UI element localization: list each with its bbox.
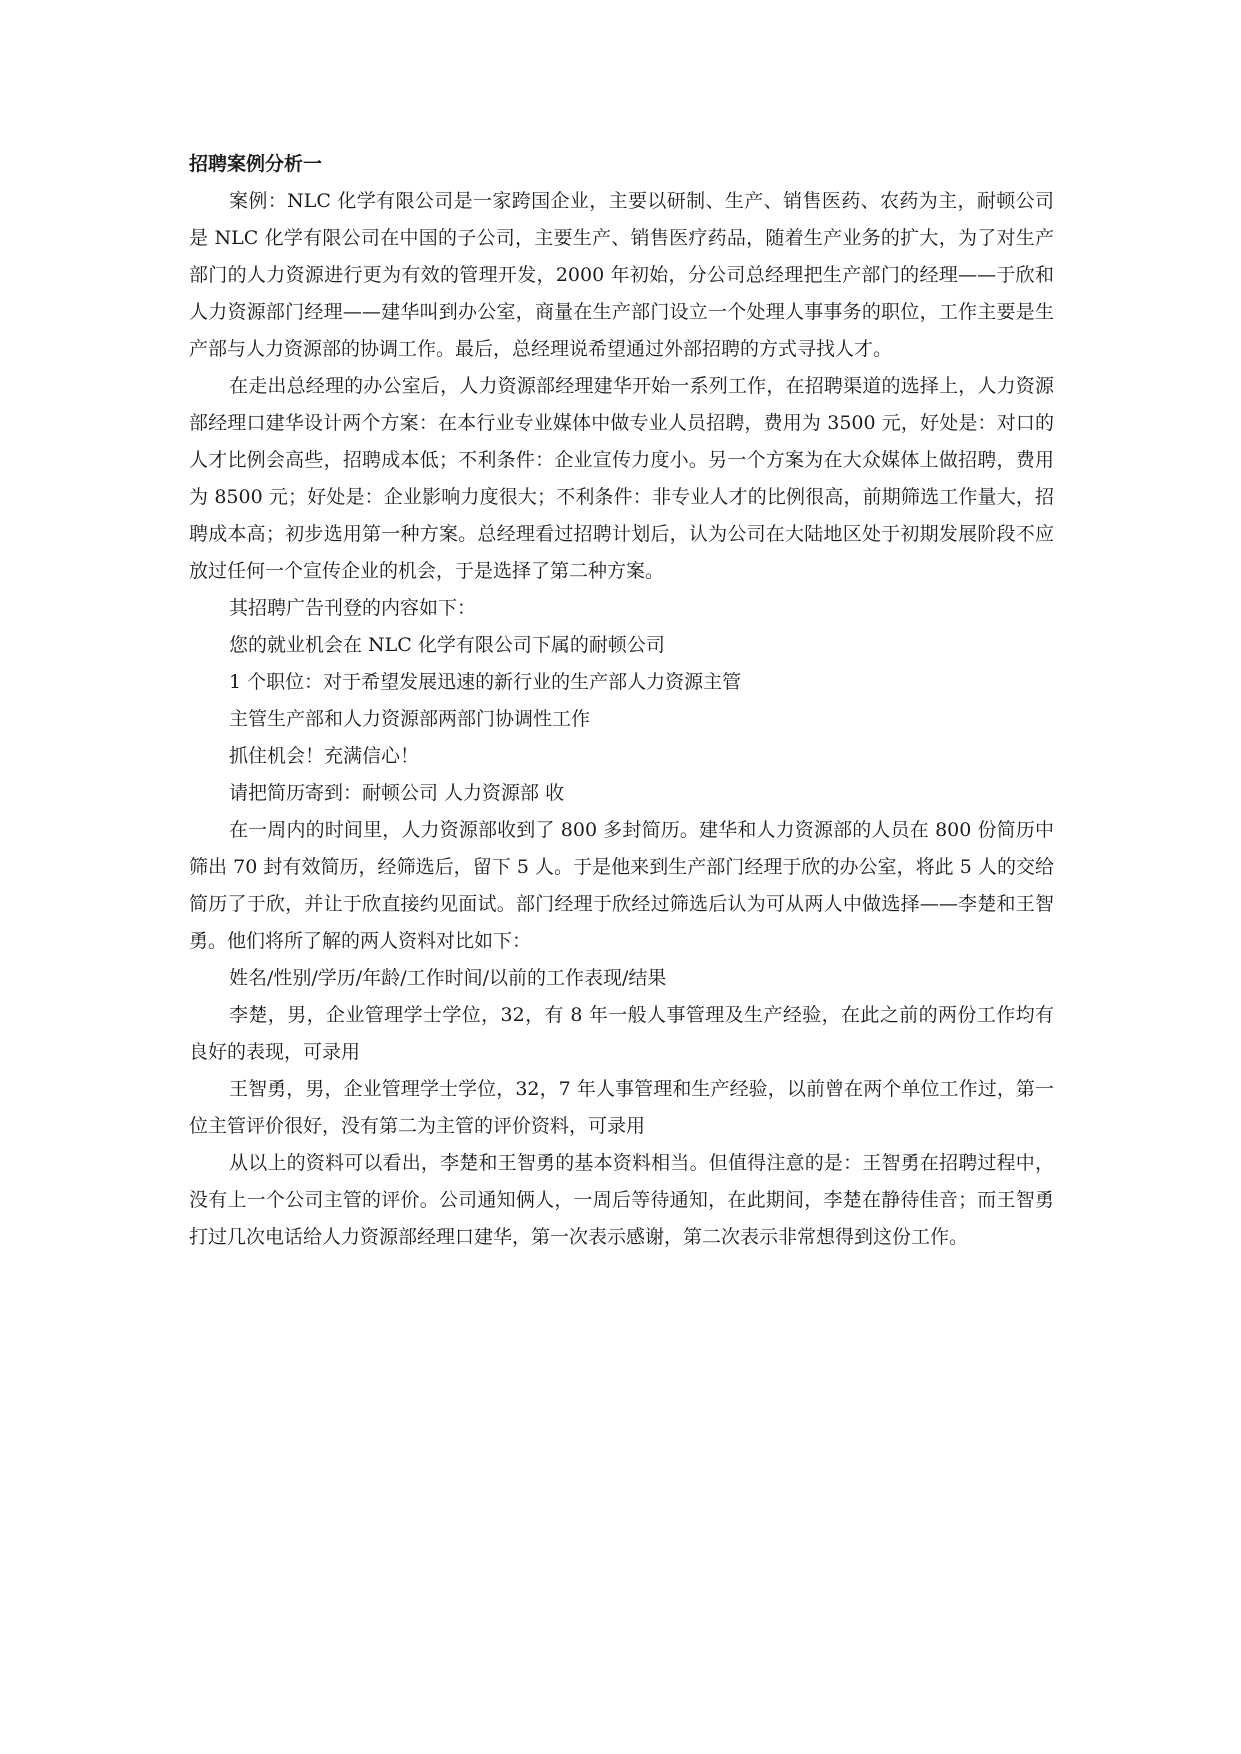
paragraph-ad-line-1: 您的就业机会在 NLC 化学有限公司下属的耐顿公司 <box>229 634 665 656</box>
document-title: 招聘案例分析一 <box>189 153 323 175</box>
paragraph-ad-line-5: 请把简历寄到：耐顿公司 人力资源部 收 <box>229 782 565 804</box>
paragraph-comparison-header: 姓名/性别/学历/年龄/工作时间/以前的工作表现/结果 <box>229 967 667 989</box>
paragraph-ad-intro: 其招聘广告刊登的内容如下： <box>229 597 477 619</box>
paragraph-ad-line-3: 主管生产部和人力资源部两部门协调性工作 <box>229 708 591 730</box>
document-page <box>189 147 1054 1256</box>
paragraph-candidate-wang-zhiyong: 王智勇，男，企业管理学士学位，32，7 年人事管理和生产经验，以前曾在两个单位工作过，第一位主管评价很好，没有第二为主管的评价资料，可录用 <box>189 1078 1054 1137</box>
paragraph-screening: 在一周内的时间里，人力资源部收到了 800 多封简历。建华和人力资源部的人员在 800 份简历中筛出 70 封有效简历，经筛选后，留下 5 人。于是他来到生产部门经理于欣的办公室，将此 5 人的交给简历了于欣，并让于欣直接约见面试。部门经理于欣经过筛选后认为可从两人中做选择——李楚和王智勇。他们将所了解的两人资料对比如下： <box>189 819 1054 952</box>
paragraph-recruitment-plan: 在走出总经理的办公室后，人力资源部经理建华开始一系列工作，在招聘渠道的选择上，人力资源部经理口建华设计两个方案：在本行业专业媒体中做专业人员招聘，费用为 3500 元，好处是：对口的人才比例会高些，招聘成本低；不利条件：企业宣传力度小。另一个方案为在大众媒体上做招聘，费用为 8500 元；好处是：企业影响力度很大；不利条件：非专业人才的比例很高，前期筛选工作量大，招聘成本高；初步选用第一种方案。总经理看过招聘计划后，认为公司在大陆地区处于初期发展阶段不应放过任何一个宣传企业的机会，于是选择了第二种方案。 <box>189 375 1054 582</box>
paragraph-candidate-li-chu: 李楚，男，企业管理学士学位，32，有 8 年一般人事管理及生产经验，在此之前的两份工作均有良好的表现，可录用 <box>189 1004 1054 1063</box>
paragraph-conclusion: 从以上的资料可以看出，李楚和王智勇的基本资料相当。但值得注意的是：王智勇在招聘过程中，没有上一个公司主管的评价。公司通知俩人，一周后等待通知，在此期间，李楚在静待佳音；而王智勇打过几次电话给人力资源部经理口建华，第一次表示感谢，第二次表示非常想得到这份工作。 <box>189 1152 1054 1248</box>
paragraph-case-intro: 案例：NLC 化学有限公司是一家跨国企业，主要以研制、生产、销售医药、农药为主，耐顿公司是 NLC 化学有限公司在中国的子公司，主要生产、销售医疗药品，随着生产业务的扩大，为了对生产部门的人力资源进行更为有效的管理开发，2000 年初始，分公司总经理把生产部门的经理——于欣和人力资源部门经理——建华叫到办公室，商量在生产部门设立一个处理人事事务的职位，工作主要是生产部与人力资源部的协调工作。最后，总经理说希望通过外部招聘的方式寻找人才。 <box>189 190 1054 360</box>
paragraph-ad-line-4: 抓住机会！充满信心！ <box>229 745 420 767</box>
paragraph-ad-line-2: 1 个职位：对于希望发展迅速的新行业的生产部人力资源主管 <box>229 671 742 693</box>
